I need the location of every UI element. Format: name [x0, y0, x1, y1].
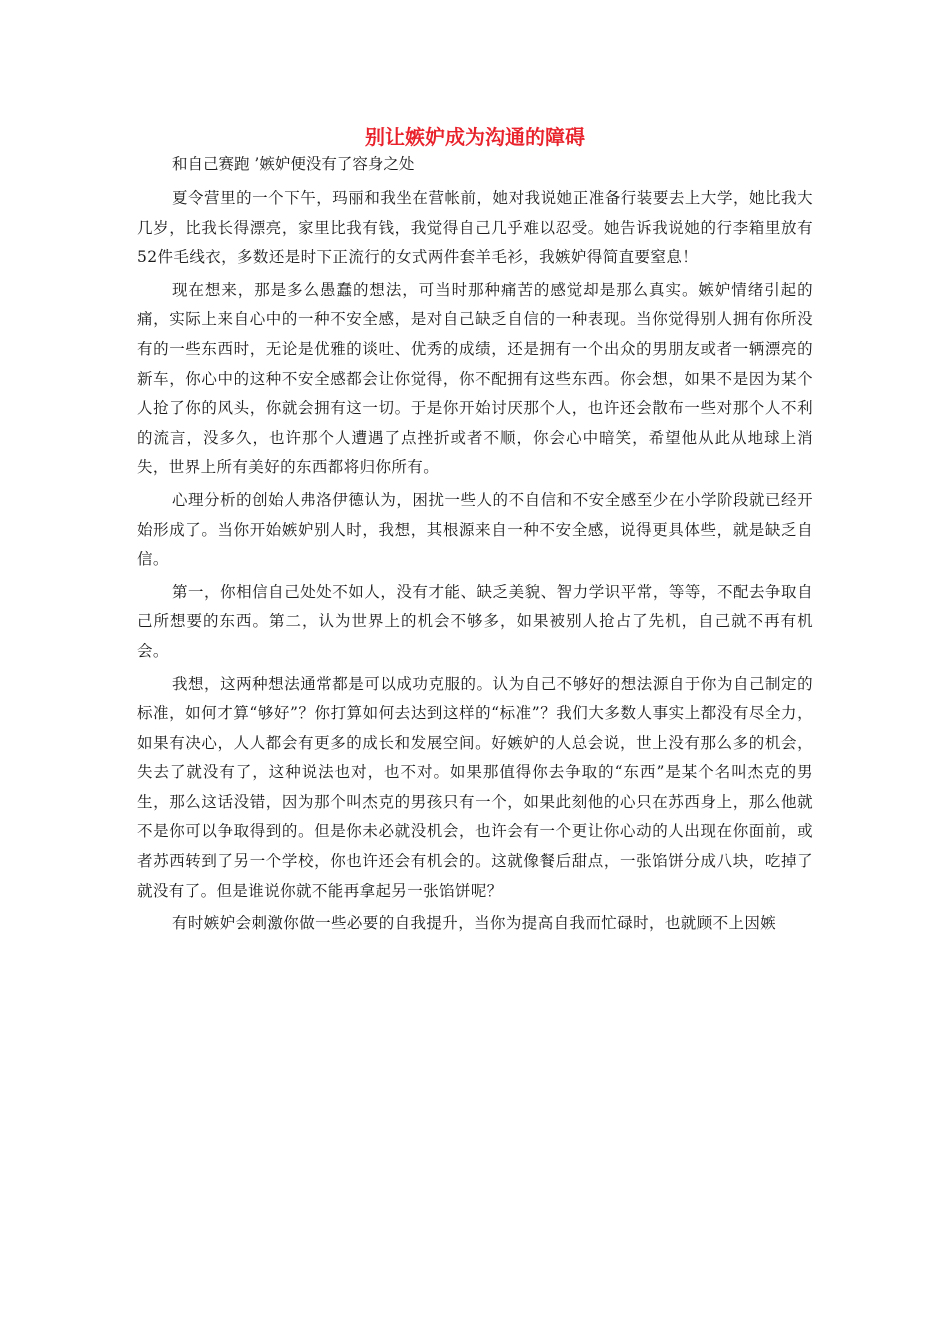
paragraph: 第一，你相信自己处处不如人，没有才能、缺乏美貌、智力学识平常，等等，不配去争取自己所想要的东西。第二，认为世界上的机会不够多，如果被别人抢占了先机，自己就不再有机会。	[137, 582, 813, 660]
paragraph: 有时嫉妒会刺激你做一些必要的自我提升，当你为提高自我而忙碌时，也就顾不上因嫉	[172, 914, 777, 933]
document-title: 别让嫉妒成为沟通的障碍	[365, 125, 585, 149]
paragraph: 现在想来，那是多么愚蠢的想法，可当时那种痛苦的感觉却是那么真实。嫉妒情绪引起的痛，实际上来自心中的一种不安全感，是对自己缺乏自信的一种表现。当你觉得别人拥有你所没有的一些东西时，无论是优雅的谈吐、优秀的成绩，还是拥有一个出众的男朋友或者一辆漂亮的新车，你心中的这种不安全感都会让你觉得，你不配拥有这些东西。你会想，如果不是因为某个人抢了你的风头，你就会拥有这一切。于是你开始讨厌那个人，也许还会散布一些对那个人不利的流言，没多久，也许那个人遭遇了点挫折或者不顺，你会心中暗笑，希望他从此从地球上消失，世界上所有美好的东西都将归你所有。	[137, 280, 813, 477]
document-subtitle: 和自己赛跑 ’嫉妒便没有了容身之处	[172, 155, 415, 173]
paragraph: 夏令营里的一个下午，玛丽和我坐在营帐前，她对我说她正准备行装要去上大学，她比我大几岁，比我长得漂亮，家里比我有钱，我觉得自己几乎难以忍受。她告诉我说她的行李箱里放有52件毛线衣，多数还是时下正流行的女式两件套羊毛衫，我嫉妒得简直要窒息！	[137, 189, 813, 267]
paragraph: 心理分析的创始人弗洛伊德认为，困扰一些人的不自信和不安全感至少在小学阶段就已经开始形成了。当你开始嫉妒别人时，我想，其根源来自一种不安全感，说得更具体些，就是缺乏自信。	[137, 490, 813, 569]
paragraph: 我想，这两种想法通常都是可以成功克服的。认为自己不够好的想法源自于你为自己制定的标准，如何才算“够好”？你打算如何去达到这样的“标准”？我们大多数人事实上都没有尽全力，如果有决心，人人都会有更多的成长和发展空间。好嫉妒的人总会说，世上没有那么多的机会，失去了就没有了，这种说法也对，也不对。如果那值得你去争取的“东西”是某个名叫杰克的男生，那么这话没错，因为那个叫杰克的男孩只有一个，如果此刻他的心只在苏西身上，那么他就不是你可以争取得到的。但是你未必就没机会，也许会有一个更让你心动的人出现在你面前，或者苏西转到了另一个学校，你也许还会有机会的。这就像餐后甜点，一张馅饼分成八块，吃掉了就没有了。但是谁说你就不能再拿起另一张馅饼呢？	[137, 674, 813, 900]
document-body	[137, 184, 813, 942]
